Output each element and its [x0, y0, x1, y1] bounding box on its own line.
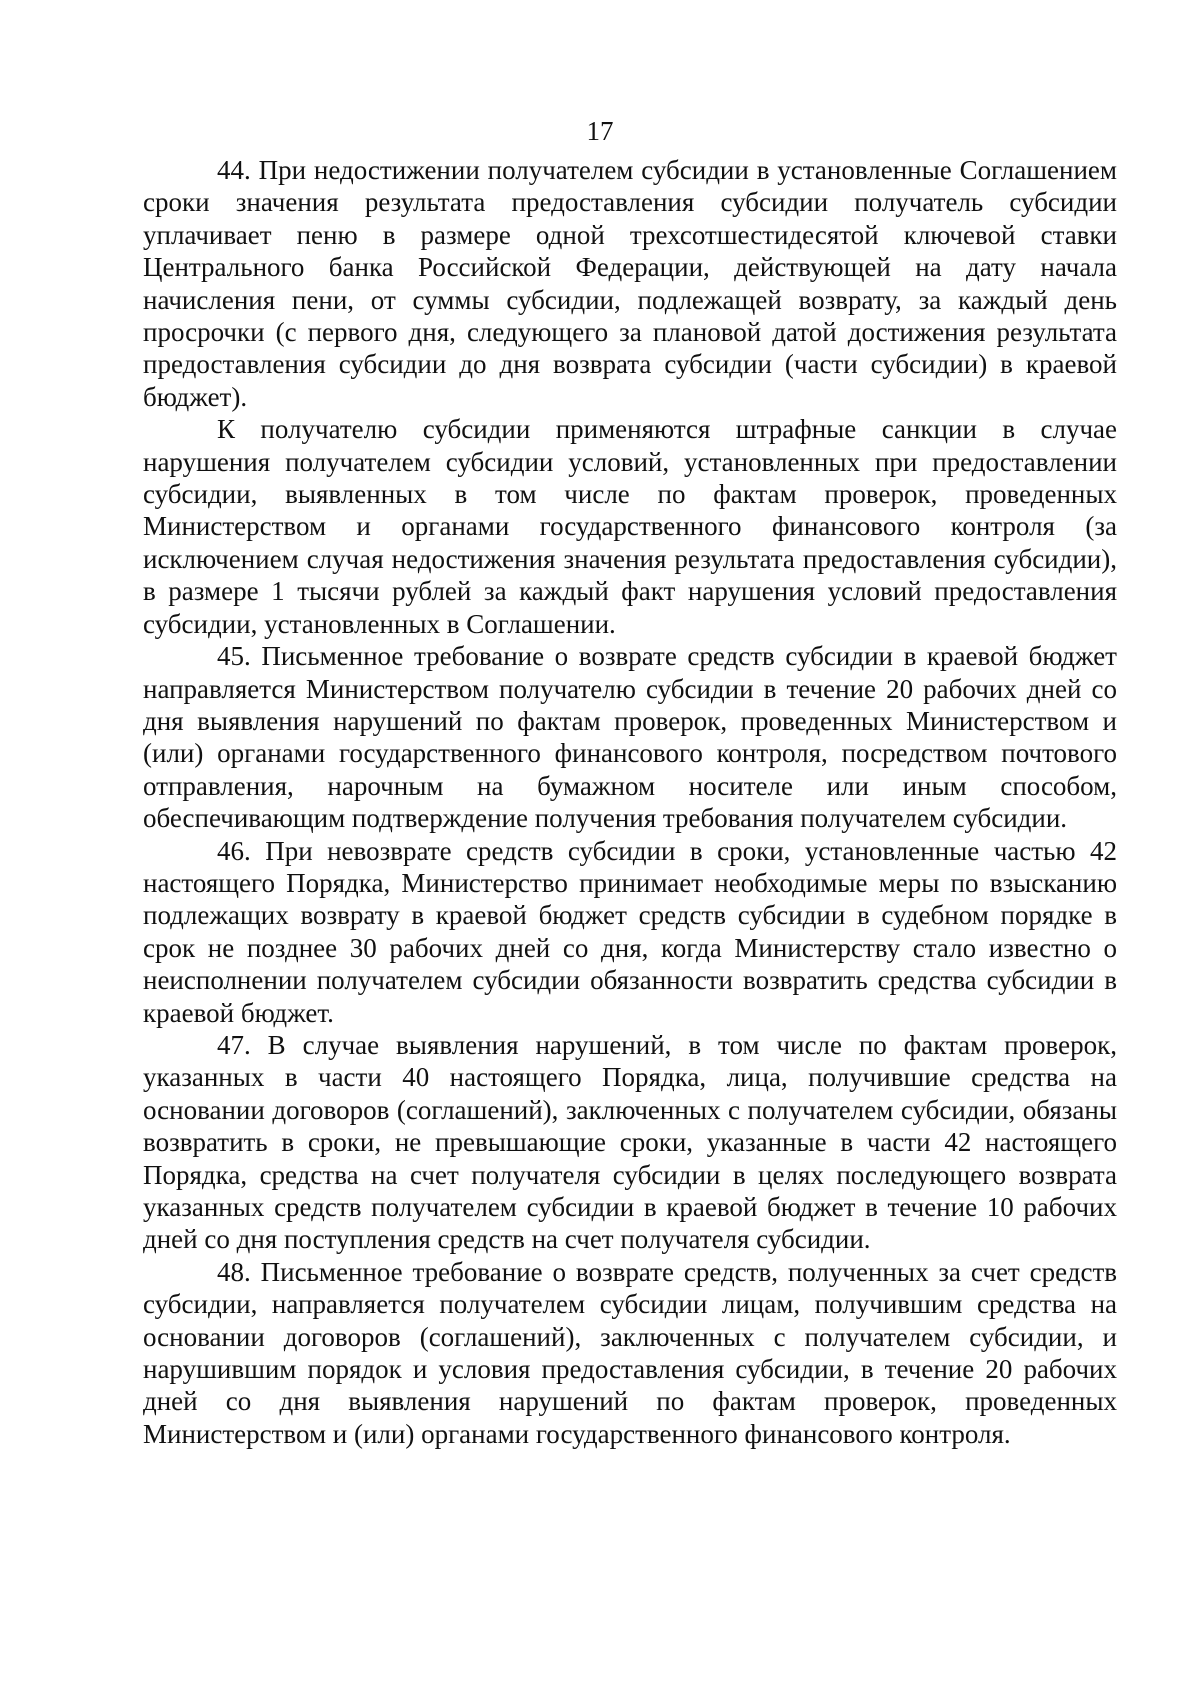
document-body [143, 154, 1117, 1450]
paragraph-45: 45. Письменное требование о возврате средств субсидии в краевой бюджет направляется Министерством получателю субсидии в течение 20 рабочих дней со дня выявления нарушений по фактам проверок, проведенных Министерством и (или) органами государственного финансового контроля, посредством почтового отправления, нарочным на бумажном носителе или иным способом, обеспечивающим подтверждение получения требования получателем субсидии. [143, 641, 1117, 834]
paragraph-46: 46. При невозврате средств субсидии в сроки, установленные частью 42 настоящего Порядка, Министерство принимает необходимые меры по взысканию подлежащих возврату в краевой бюджет средств субсидии в судебном порядке в срок не позднее 30 рабочих дней со дня, когда Министерству стало известно о неисполнении получателем субсидии обязанности возвратить средства субсидии в краевой бюджет. [143, 835, 1117, 1028]
page-number: 17 [586, 116, 614, 146]
paragraph-44: 44. При недостижении получателем субсидии в установленные Соглашением сроки значения результата предоставления субсидии получатель субсидии уплачивает пеню в размере одной трехсотшестидесятой ключевой ставки Центрального банка Российской Федерации, действующей на дату начала начисления пени, от суммы субсидии, подлежащей возврату, за каждый день просрочки (с первого дня, следующего за плановой датой достижения результата предоставления субсидии до дня возврата субсидии (части субсидии) в краевой бюджет). [143, 155, 1117, 412]
paragraph-47: 47. В случае выявления нарушений, в том числе по фактам проверок, указанных в части 40 настоящего Порядка, лица, получившие средства на основании договоров (соглашений), заключенных с получателем субсидии, обязаны возвратить в сроки, не превышающие сроки, указанные в части 42 настоящего Порядка, средства на счет получателя субсидии в целях последующего возврата указанных средств получателем субсидии в краевой бюджет в течение 10 рабочих дней со дня поступления средств на счет получателя субсидии. [143, 1029, 1117, 1255]
paragraph-44-penalties: К получателю субсидии применяются штрафные санкции в случае нарушения получателем субсидии условий, установленных при предоставлении субсидии, выявленных в том числе по фактам проверок, проведенных Министерством и органами государственного финансового контроля (за исключением случая недостижения значения результата предоставления субсидии), в размере 1 тысячи рублей за каждый факт нарушения условий предоставления субсидии, установленных в Соглашении. [143, 414, 1117, 639]
paragraph-48: 48. Письменное требование о возврате средств, полученных за счет средств субсидии, направляется получателем субсидии лицам, получившим средства на основании договоров (соглашений), заключенных с получателем субсидии, и нарушившим порядок и условия предоставления субсидии, в течение 20 рабочих дней со дня выявления нарушений по фактам проверок, проведенных Министерством и (или) органами государственного финансового контроля. [143, 1256, 1117, 1449]
